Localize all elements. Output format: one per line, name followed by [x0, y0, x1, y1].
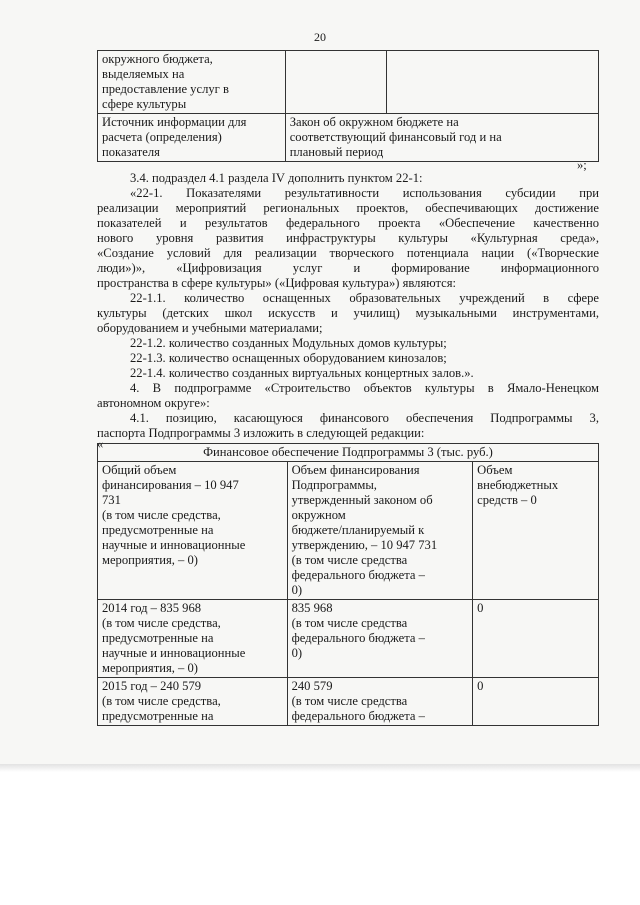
paragraph-line: 4. В подпрограмме «Строительство объектов культуры в Ямало-Ненецком [130, 381, 599, 395]
cell-line: научные и инновационные [102, 538, 246, 552]
cell-line: окружного бюджета, [102, 52, 213, 66]
cell-line: 2014 год – 835 968 [102, 601, 202, 615]
table-cell [473, 678, 599, 726]
cell-line: бюджете/планируемый к [291, 523, 425, 537]
indicator-table [97, 50, 599, 162]
paragraph-line: оборудованием и учебными материалами; [97, 321, 323, 335]
paragraph-line: люди»)», «Цифровизация услуг и формирование информационного [97, 261, 599, 275]
cell-line: сфере культуры [102, 97, 187, 111]
table-caption-row [98, 444, 599, 462]
paragraph-line: 3.4. подраздел 4.1 раздела IV дополнить пунктом 22-1: [130, 171, 423, 185]
financing-table [97, 443, 599, 726]
cell-line: предоставление услуг в [102, 82, 229, 96]
paragraph-line: показателей и результатов федерального проекта «Обеспечение качественно [97, 216, 599, 230]
paragraph-line: 22-1.2. количество созданных Модульных домов культуры; [130, 336, 447, 350]
paragraph-line: 22-1.1. количество оснащенных образовательных учреждений в сфере [130, 291, 599, 305]
cell-line: (в том числе средства, [102, 694, 221, 708]
opening-quote: « [97, 437, 104, 451]
cell-line: научные и инновационные [102, 646, 246, 660]
table-cell [98, 114, 286, 162]
paragraph-line: паспорта Подпрограммы 3 изложить в следующей редакции: [97, 426, 425, 440]
table-cell [285, 114, 598, 162]
table-cell [473, 462, 599, 600]
table-caption: Финансовое обеспечение Подпрограммы 3 (тыс. руб.) [98, 444, 599, 462]
cell-line: 0 [477, 601, 484, 615]
table-cell [473, 600, 599, 678]
cell-line: 835 968 [291, 601, 333, 615]
cell-line: Закон об окружном бюджете на [289, 115, 459, 129]
table-row [98, 114, 599, 162]
cell-line: утверждению, – 10 947 731 [291, 538, 438, 552]
cell-line: выделяемых на [102, 67, 185, 81]
cell-line: финансирования – 10 947 [102, 478, 239, 492]
cell-line: утвержденный законом об [291, 493, 433, 507]
cell-line: Источник информации для [102, 115, 247, 129]
paragraph-line: «Создание условий для реализации творческого потенциала нации («Творческие [97, 246, 599, 260]
cell-line: мероприятия, – 0) [102, 553, 198, 567]
cell-line: (в том числе средства [291, 553, 408, 567]
paragraph-line: реализации мероприятий региональных проектов, обеспечивающих достижение [97, 201, 599, 215]
cell-line: федерального бюджета – [291, 568, 425, 582]
cell-line: 731 [102, 493, 121, 507]
table-cell [98, 462, 288, 600]
cell-line: мероприятия, – 0) [102, 661, 198, 675]
cell-line: федерального бюджета – [291, 631, 425, 645]
table-row [98, 51, 599, 114]
cell-line: показателя [102, 145, 160, 159]
scan-edge-shadow [0, 764, 640, 772]
paragraph-line: 4.1. позицию, касающуюся финансового обеспечения Подпрограммы 3, [130, 411, 599, 425]
cell-line: внебюджетных [477, 478, 559, 492]
cell-line: предусмотренные на [102, 631, 214, 645]
cell-line: средств – 0 [477, 493, 537, 507]
table-cell [98, 51, 286, 114]
cell-line: (в том числе средства [291, 694, 408, 708]
cell-line: Подпрограммы, [291, 478, 377, 492]
cell-line: 2015 год – 240 579 [102, 679, 202, 693]
table-cell [98, 678, 288, 726]
paragraph-line: 22-1.4. количество созданных виртуальных концертных залов.». [130, 366, 474, 380]
paragraph-line: нового уровня развития инфраструктуры культуры «Культурная среда», [97, 231, 599, 245]
cell-line: (в том числе средства [291, 616, 408, 630]
cell-line: соответствующий финансовый год и на [289, 130, 502, 144]
blank-area [0, 772, 640, 905]
cell-line: Общий объем [102, 463, 177, 477]
cell-line: 240 579 [291, 679, 333, 693]
cell-line: плановый период [289, 145, 384, 159]
table-cell [287, 678, 473, 726]
paragraph-line: автономном округе»: [97, 396, 210, 410]
table-cell [287, 462, 473, 600]
cell-line: федерального бюджета – [291, 709, 425, 723]
cell-line: окружном [291, 508, 346, 522]
page-number: 20 [314, 30, 326, 44]
cell-line: 0) [291, 583, 303, 597]
table-cell [387, 51, 599, 114]
table-cell [285, 51, 387, 114]
table-row [98, 678, 599, 726]
cell-line: Объем финансирования [291, 463, 420, 477]
paragraph-line: культуры (детских школ искусств и училищ) музыкальными инструментами, [97, 306, 599, 320]
cell-line: (в том числе средства, [102, 508, 221, 522]
cell-line: 0 [477, 679, 484, 693]
cell-line: расчета (определения) [102, 130, 222, 144]
table-cell [98, 600, 288, 678]
paragraph-line: 22-1.3. количество оснащенных оборудованием кинозалов; [130, 351, 447, 365]
paragraph-line: пространства в сфере культуры» («Цифровая культура») являются: [97, 276, 457, 290]
table-cell [287, 600, 473, 678]
cell-line: 0) [291, 646, 303, 660]
cell-line: предусмотренные на [102, 709, 214, 723]
cell-line: (в том числе средства, [102, 616, 221, 630]
cell-line: предусмотренные на [102, 523, 214, 537]
table-row [98, 462, 599, 600]
cell-line: Объем [477, 463, 513, 477]
paragraph-line: «22-1. Показателями результативности использования субсидии при [130, 186, 599, 200]
closing-quote: »; [577, 158, 587, 172]
table-row [98, 600, 599, 678]
